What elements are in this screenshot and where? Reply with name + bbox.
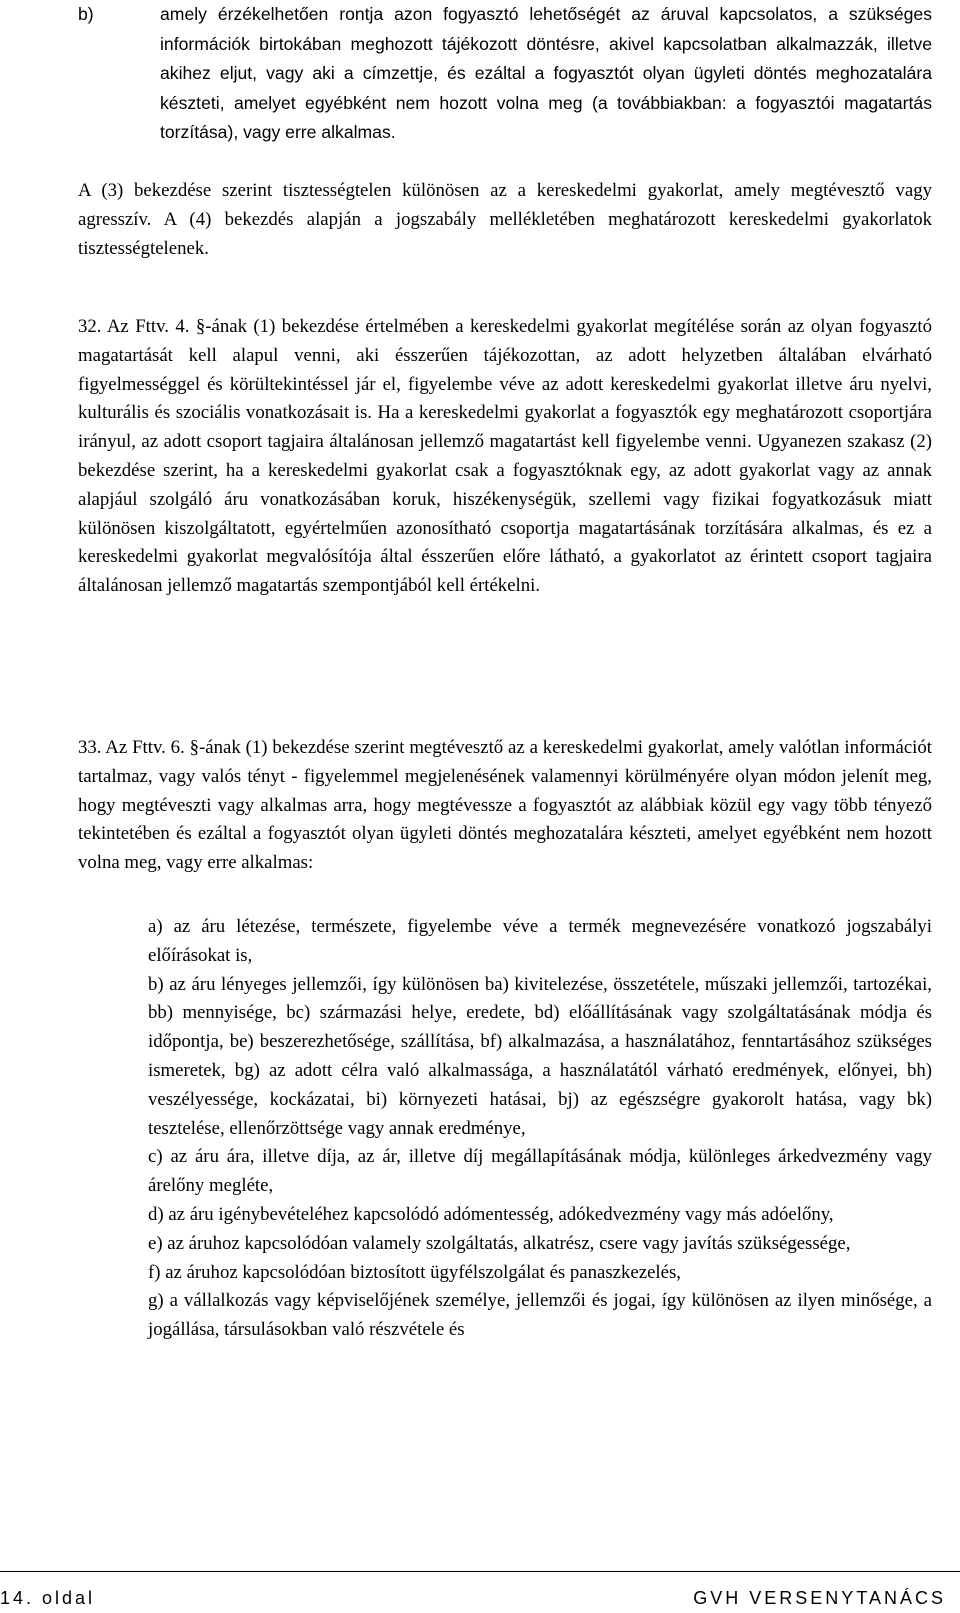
paragraph-32: 32. Az Fttv. 4. §-ának (1) bekezdése értelmében a kereskedelmi gyakorlat megítélése során az olyan fogyasztó magatartását kell alapul venni, aki ésszerűen tájékozottan, az adott helyzetben általában elvárható figyelmességgel és körültekintéssel jár el, figyelembe véve az adott kereskedelmi gyakorlat illetve áru nyelvi, kulturális és szociális vonatkozásait is. Ha a kereskedelmi gyakorlat a fogyasztók egy meghatározott csoportjára irányul, az adott csoport tagjaira általánosan jellemző magatartást kell figyelembe venni. Ugyanezen szakasz (2) bekezdése szerint, ha a kereskedelmi gyakorlat csak a fogyasztóknak egy, az adott gyakorlat vagy az annak alapjául szolgáló áru vonatkozásában koruk, hiszékenységük, szellemi vagy fizikai fogyatkozásuk miatt különösen kiszolgáltatott, egyértelműen azonosítható csoportja magatartásának torzítására alkalmas, és ez a kereskedelmi gyakorlat megvalósítója által ésszerűen előre látható, a gyakorlatot az érintett csoport tagjaira általánosan jellemző magatartás szempontjából kell értékelni. <box>78 316 932 597</box>
list-item: a) az áru létezése, természete, figyelembe véve a termék megnevezésére vonatkozó jogszabályi előírásokat is, <box>148 916 932 966</box>
point-text: amely érzékelhetően rontja azon fogyasztó lehetőségét az áruval kapcsolatos, a szükséges információk birtokában meghozott tájékozott döntésre, akivel kapcsolatban alkalmazzák, illetve akihez eljut, vagy aki a címzettje, és ezáltal a fogyasztót olyan ügyleti döntés meghozatalára készteti, amelyet egyébként nem hozott volna meg (a továbbiakban: a fogyasztói magatartás torzítása), vagy erre alkalmas. <box>160 4 932 143</box>
criteria-list <box>148 913 932 1345</box>
paragraph-section-3: A (3) bekezdése szerint tisztességtelen különösen az a kereskedelmi gyakorlat, amely megtévesztő vagy agresszív. A (4) bekezdés alapján a jogszabály mellékletében meghatározott kereskedelmi gyakorlatok tisztességtelenek. <box>78 180 932 259</box>
list-item: b) az áru lényeges jellemzői, így különösen ba) kivitelezése, összetétele, műszaki jellemzői, tartozékai, bb) mennyisége, bc) származási helye, eredete, bd) előállításának vagy szolgáltatásának módja és időpontja, be) beszerezhetősége, szállítása, bf) alkalmazása, a használatához, fenntartásához szükséges ismeretek, bg) az adott célra való alkalmassága, a használatától várható eredmények, előnyei, bh) veszélyessége, kockázatai, bi) környezeti hatásai, bj) az egészségre gyakorolt hatása, vagy bk) tesztelése, ellenőrzöttsége vagy annak eredménye, <box>148 973 932 1139</box>
paragraph-point-b <box>78 0 932 148</box>
list-item: c) az áru ára, illetve díja, az ár, illetve díj megállapításának módja, különleges árkedvezmény vagy árelőny megléte, <box>148 1146 932 1197</box>
list-item: d) az áru igénybevételéhez kapcsolódó adómentesség, adókedvezmény vagy más adóelőny, <box>148 1203 834 1225</box>
list-item: f) az áruhoz kapcsolódóan biztosított ügyfélszolgálat és panaszkezelés, <box>148 1261 681 1283</box>
list-item: g) a vállalkozás vagy képviselőjének személye, jellemzői és jogai, így különösen az ilyen minősége, a jogállása, társulásokban való részvétele és <box>148 1290 932 1341</box>
organization-name: GVH VERSENYTANÁCS <box>693 1588 946 1608</box>
footer-divider <box>0 1571 960 1572</box>
list-item: e) az áruhoz kapcsolódóan valamely szolgáltatás, alkatrész, csere vagy javítás szükségessége, <box>148 1232 851 1254</box>
point-label: b) <box>78 4 94 24</box>
paragraph-33: 33. Az Fttv. 6. §-ának (1) bekezdése szerint megtévesztő az a kereskedelmi gyakorlat, amely valótlan információt tartalmaz, vagy valós tényt - figyelemmel megjelenésének valamennyi körülményére olyan módon jelenít meg, hogy megtéveszti vagy alkalmas arra, hogy megtévessze a fogyasztót az alábbiak közül egy vagy több tényező tekintetében és ezáltal a fogyasztót olyan ügyleti döntés meghozatalára készteti, amelyet egyébként nem hozott volna meg, vagy erre alkalmas: <box>78 737 932 874</box>
page-number: 14. oldal <box>0 1588 96 1608</box>
